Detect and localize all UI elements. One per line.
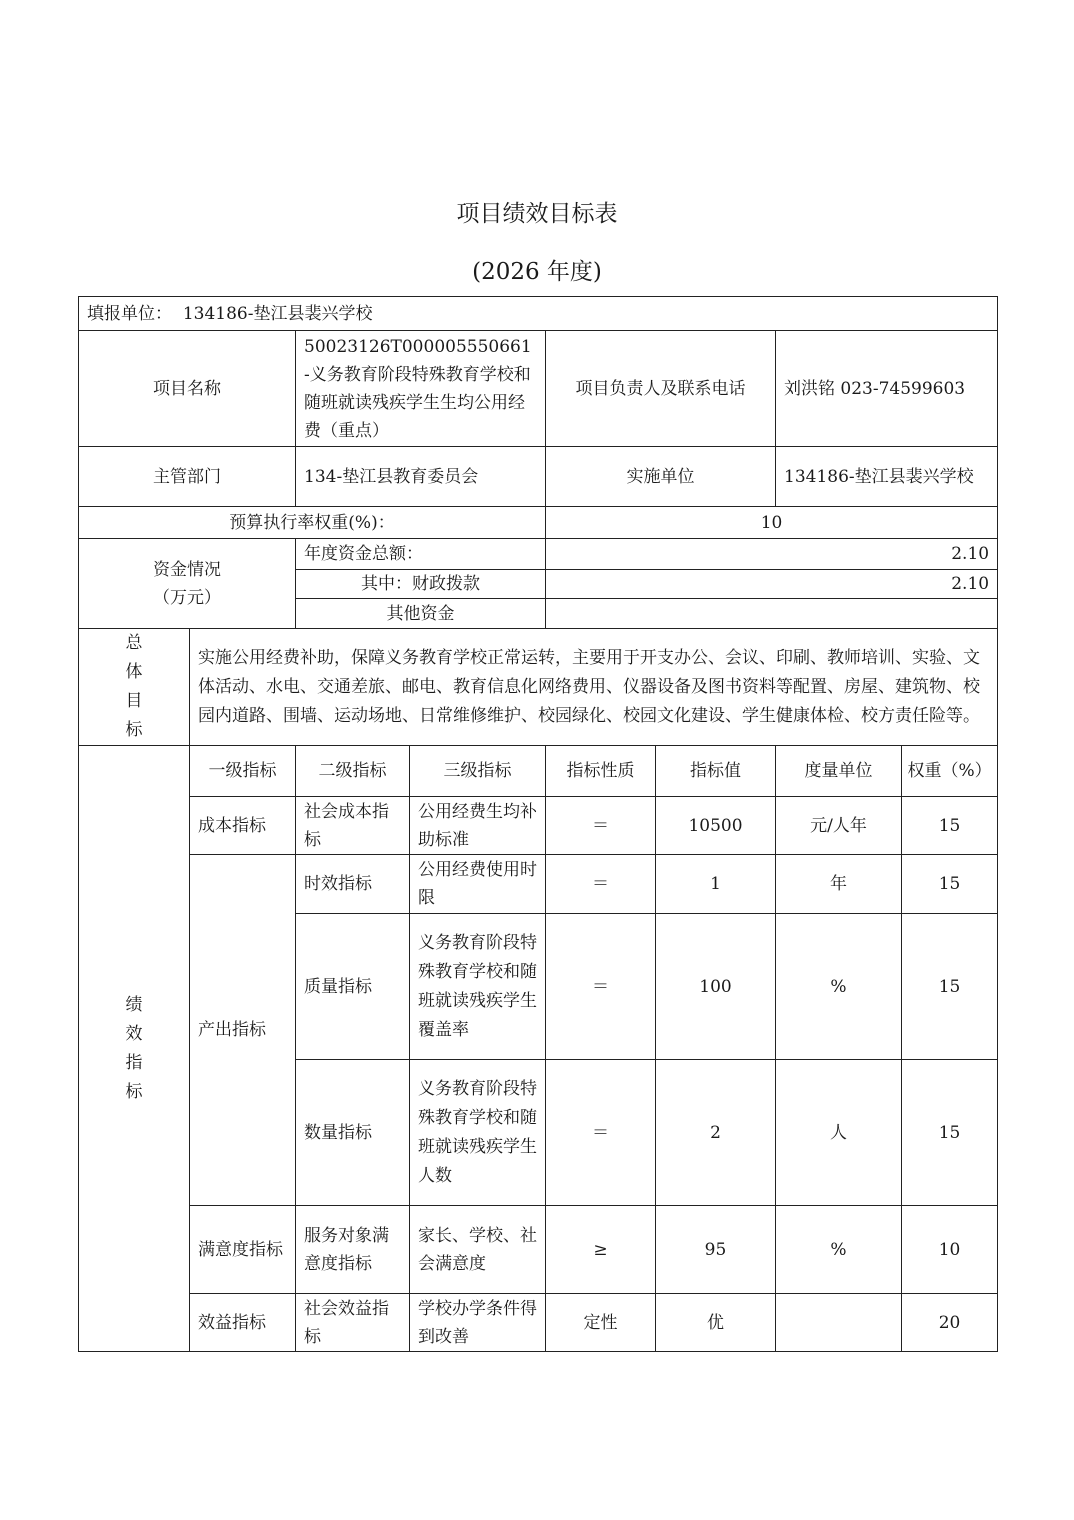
value-cell: 优 [656, 1294, 776, 1352]
unit-cell: 年 [776, 855, 902, 914]
level2-cell: 数量指标 [296, 1060, 410, 1206]
level2-cell: 时效指标 [296, 855, 410, 914]
value-cell: 2 [656, 1060, 776, 1206]
header-nature: 指标性质 [546, 746, 656, 797]
weight-cell: 15 [902, 797, 998, 855]
goal-label-char: 总 [125, 633, 143, 653]
header-value: 指标值 [656, 746, 776, 797]
weight-cell: 15 [902, 855, 998, 914]
level2-cell: 社会效益指标 [296, 1294, 410, 1352]
funds-other-label: 其他资金 [296, 599, 546, 629]
level1-cell: 产出指标 [190, 855, 296, 1206]
unit-cell: 人 [776, 1060, 902, 1206]
level2-cell: 社会成本指标 [296, 797, 410, 855]
goal-label-char: 标 [125, 720, 143, 740]
level3-cell: 学校办学条件得到改善 [410, 1294, 546, 1352]
filler-cell [79, 297, 998, 331]
nature-cell: 定性 [546, 1294, 656, 1352]
level3-cell: 公用经费使用时限 [410, 855, 546, 914]
goal-row [79, 629, 998, 746]
level3-cell: 义务教育阶段特殊教育学校和随班就读残疾学生人数 [410, 1060, 546, 1206]
header-unit: 度量单位 [776, 746, 902, 797]
filler-value: 134186-垫江县裴兴学校 [182, 303, 373, 324]
page-subtitle: (2026 年度) [472, 259, 602, 285]
nature-cell: ＝ [546, 797, 656, 855]
page-title: 项目绩效目标表 [456, 201, 618, 227]
contact-label: 项目负责人及联系电话 [546, 331, 776, 447]
project-name-label: 项目名称 [79, 331, 296, 447]
budget-value: 10 [546, 507, 998, 539]
goal-label-char: 体 [125, 662, 143, 682]
filler-label: 填报单位： [87, 303, 172, 324]
funds-fiscal-value: 2.10 [546, 570, 998, 599]
indicator-header-row [79, 746, 998, 797]
performance-table [78, 296, 998, 1352]
header-weight: 权重（%） [902, 746, 998, 797]
weight-cell: 15 [902, 914, 998, 1060]
indicator-row [79, 1294, 998, 1352]
level1-cell: 效益指标 [190, 1294, 296, 1352]
value-cell: 95 [656, 1206, 776, 1294]
unit-cell: % [776, 1206, 902, 1294]
header-level3: 三级指标 [410, 746, 546, 797]
contact-value: 刘洪铭 023-74599603 [776, 331, 998, 447]
unit-cell: % [776, 914, 902, 1060]
level3-cell: 公用经费生均补助标准 [410, 797, 546, 855]
funds-total-label: 年度资金总额： [296, 539, 546, 570]
nature-cell: ＝ [546, 855, 656, 914]
impl-label: 实施单位 [546, 447, 776, 507]
funds-total-value: 2.10 [546, 539, 998, 570]
indicators-label [79, 746, 190, 1352]
funds-label-line2: （万元） [153, 587, 221, 608]
funds-row [79, 539, 998, 570]
header-level1: 一级指标 [190, 746, 296, 797]
unit-cell: 元/人年 [776, 797, 902, 855]
level3-cell: 义务教育阶段特殊教育学校和随班就读残疾学生覆盖率 [410, 914, 546, 1060]
dept-row [79, 447, 998, 507]
indicator-row [79, 1206, 998, 1294]
level1-cell: 满意度指标 [190, 1206, 296, 1294]
weight-cell: 20 [902, 1294, 998, 1352]
funds-fiscal-label: 其中：财政拨款 [296, 570, 546, 599]
budget-label: 预算执行率权重(%)： [79, 507, 546, 539]
indicators-label-char: 标 [125, 1081, 143, 1102]
unit-cell [776, 1294, 902, 1352]
indicators-label-char: 指 [125, 1052, 143, 1073]
nature-cell: ＝ [546, 1060, 656, 1206]
indicators-label-char: 绩 [125, 994, 143, 1015]
funds-other-value [546, 599, 998, 629]
funds-label [79, 539, 296, 629]
goal-label-char: 目 [125, 691, 143, 711]
project-name-row [79, 331, 998, 447]
level1-cell: 成本指标 [190, 797, 296, 855]
level2-cell: 服务对象满意度指标 [296, 1206, 410, 1294]
indicators-label-char: 效 [125, 1023, 143, 1044]
project-name-value: 50023126T000005550661-义务教育阶段特殊教育学校和随班就读残疾学生生均公用经费（重点） [296, 331, 546, 447]
impl-value: 134186-垫江县裴兴学校 [776, 447, 998, 507]
header-level2: 二级指标 [296, 746, 410, 797]
value-cell: 100 [656, 914, 776, 1060]
weight-cell: 15 [902, 1060, 998, 1206]
dept-label: 主管部门 [79, 447, 296, 507]
nature-cell: ≥ [546, 1206, 656, 1294]
value-cell: 10500 [656, 797, 776, 855]
value-cell: 1 [656, 855, 776, 914]
budget-row [79, 507, 998, 539]
goal-label [79, 629, 190, 746]
filler-row [79, 297, 998, 331]
funds-label-line1: 资金情况 [153, 559, 221, 580]
nature-cell: ＝ [546, 914, 656, 1060]
level2-cell: 质量指标 [296, 914, 410, 1060]
dept-value: 134-垫江县教育委员会 [296, 447, 546, 507]
level3-cell: 家长、学校、社会满意度 [410, 1206, 546, 1294]
goal-text: 实施公用经费补助，保障义务教育学校正常运转，主要用于开支办公、会议、印刷、教师培训、实验、文体活动、水电、交通差旅、邮电、教育信息化网络费用、仪器设备及图书资料等配置、房屋、建筑物、校园内道路、围墙、运动场地、日常维修维护、校园绿化、校园文化建设、学生健康体检、校方责任险等。 [190, 629, 998, 746]
indicator-row [79, 855, 998, 914]
weight-cell: 10 [902, 1206, 998, 1294]
indicator-row [79, 797, 998, 855]
